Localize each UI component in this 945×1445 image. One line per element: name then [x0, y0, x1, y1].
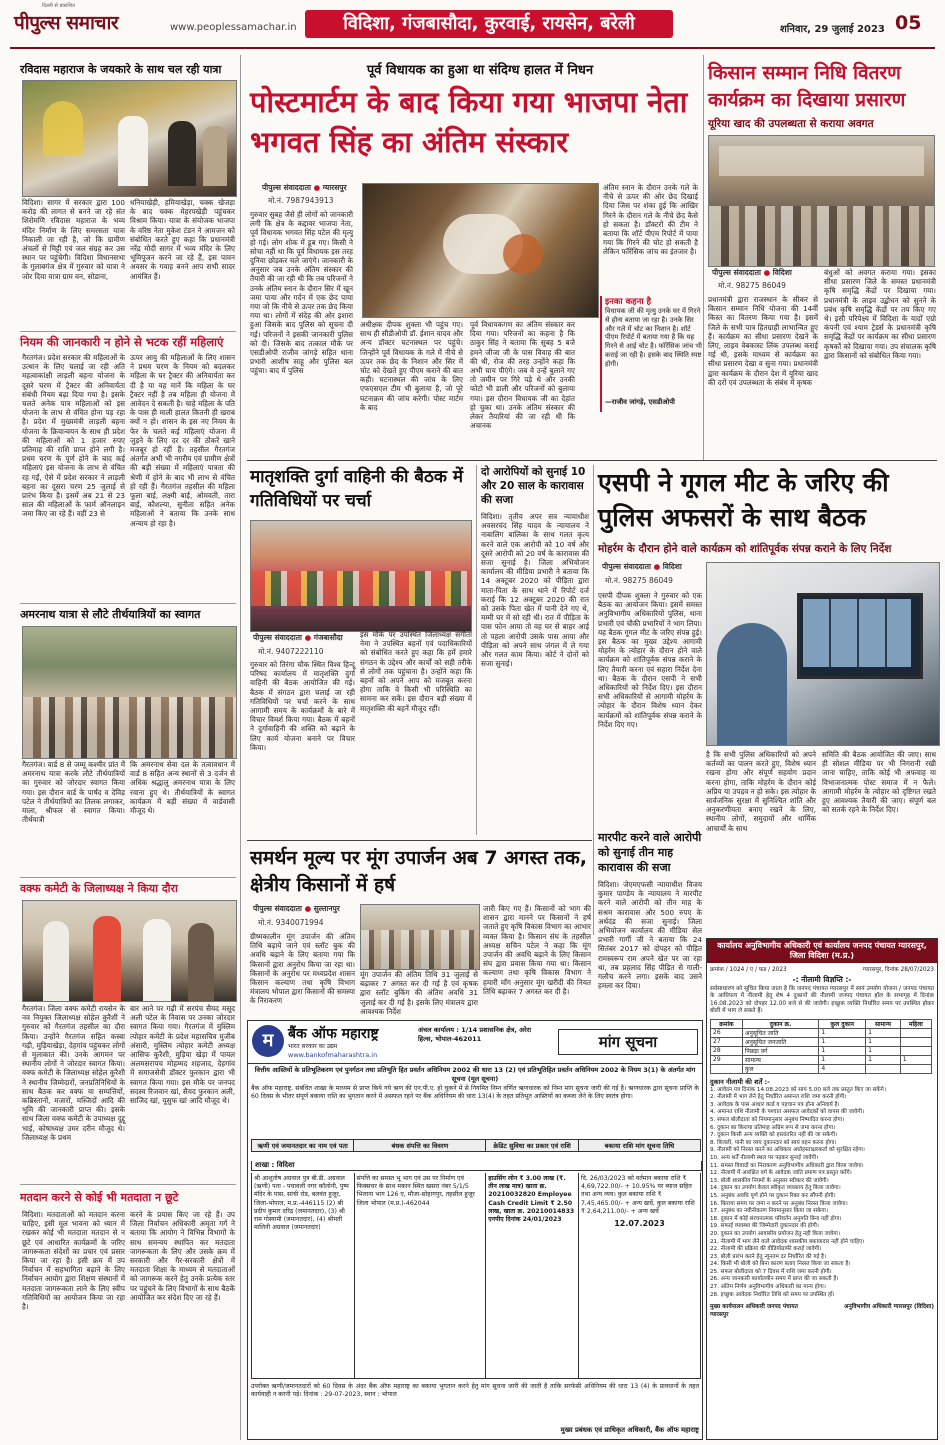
- table-cell: [900, 1064, 931, 1073]
- table-cell: 1: [866, 1028, 901, 1037]
- bank-borrowers: श्री आशुतोष अग्रवाल पुत्र बी.डी. अग्रवाल (ऋणी) पता - पचावली नगर कॉलोनी, पुष्प मंदिर के पास, सांची रोड, बलवंत हुजूर, जिला-भोपाल, म.प्र.-446115 (2) श्री प्रदीप कुमार दरिद्र (जमानतदार), (3) श्री राम गोस्वामी (जमानतदार), (4) श्रीमती मालिनी अग्रवाल (जमानतदार): [252, 1173, 355, 1378]
- list-item: 2. नीलामी में भाग लेने हेतु निर्धारित अमानत राशि जमा करनी होगी।: [710, 1094, 847, 1101]
- table-cell: 27: [711, 1037, 743, 1046]
- marpit-headline: मारपीट करने वाले आरोपी को सुनाई तीन माह कारावास की सजा: [598, 831, 702, 874]
- moong-byline: [253, 904, 340, 914]
- lead-byline-place: ग्यारसपुर: [322, 183, 347, 192]
- table-cell: अनुसूचित जनजाति: [742, 1037, 818, 1046]
- table-cell: 1: [819, 1046, 866, 1055]
- bank-col-borrower: ऋणी एवं जमानतदार का नाम एवं पता: [252, 1140, 354, 1151]
- table-cell: 26: [711, 1028, 743, 1037]
- kisan-phone: मो.नं. 98275 86049: [718, 281, 786, 290]
- bank-name: बैंक ऑफ महाराष्ट्र: [288, 1026, 379, 1042]
- sp-phone: मो.नं. 98275 86049: [605, 576, 673, 585]
- table-cell: [900, 1028, 931, 1037]
- table-row: [711, 1046, 932, 1055]
- bank-facility: हाउसिंग लोन ₹ 3.00 लाख (₹. तीन लाख मात्र) खाता क्र. 20210032820 Employee Cash Credit Limit ₹ 2.50 लाख, खाता क्र. 20210014833 एनपीए दिनांक 24/01/2023: [486, 1173, 579, 1378]
- list-item: 19. सफाई व्यवस्था की जिम्मेदारी दुकानदार की होगी।: [710, 1223, 819, 1230]
- durga-phone: मो.नं. 9407222110: [258, 647, 324, 656]
- table-cell: [900, 1037, 931, 1046]
- masthead: [0, 0, 945, 50]
- lead-headline: पोस्टमार्टम के बाद किया गया भाजपा नेता भगवत सिंह का अंतिम संस्कार: [250, 85, 688, 159]
- sp-headline: एसपी ने गूगल मीट के जरिए की पुलिस अफसरों के साथ बैठक: [598, 468, 889, 532]
- table-cell: [711, 1064, 743, 1073]
- list-item: 4. अमानत राशि नीलामी के पश्चात असफल आवेदकों को वापस की जावेगी।: [710, 1109, 865, 1116]
- table-cell: 1: [866, 1046, 901, 1055]
- bank-logo-icon: म: [252, 1025, 284, 1057]
- list-item: 27. अंतिम निर्णय अनुविभागीय अधिकारी का मान्य होगा।: [710, 1284, 826, 1291]
- table-cell: [866, 1064, 901, 1073]
- list-item: 28. इच्छुक आवेदक निर्धारित तिथि को समय पर उपस्थित हों।: [710, 1291, 835, 1298]
- amarnath-text-col2: कि अमरनाथ सेवा दल के तत्वावधान में वार्ड 8 सहित अन्य स्थानों से 3 दर्जन से अधिक श्रद्धालु अमरनाथ यात्रा के लिए रवाना हुए थे। तीर्थयात्रियों के स्वागत कार्यक्रम में बड़ी संख्या में वार्डवासी मौजूद थे।: [130, 760, 235, 816]
- ladli-text-col2: ऊपर आयु की महिलाओं के लिए शासन ने प्रथम चरण के नियम को बदलकर महिला के घर ट्रैक्टर की अनिवार्यता कर दी है या यह मानें कि महिला के घर ट्रैक्टर नहीं है तब महिला ही योजना में आवेदन दे सकती है। चाहे महिला के पति के पास ही माली हालत कितनी ही खराब क्यों न हो। शासन के इस नए नियम के फेर के चलते कई महिलाएं योजना में जुड़ने के लिए दर दर की ठोकरें खाने मजबूर हो रहीं हैं। तहसील गैरतगंज अंतर्गत अभी भी नगरीय एवं ग्रामीण क्षेत्रों की बड़ी संख्या में महिलाएं पात्रता की श्रेणी में होने के बाद भी लाभ से वंचित हो रही हैं। गैरतगंज तहसील की महिला फूला बाई, लक्ष्मी बाई, ओमवती, तारा बाई, कौशल्या, सुनीता सहित अनेक महिलाओं ने बताया कि उनके साथ अन्याय हो रहा है।: [130, 353, 235, 528]
- bank-website[interactable]: www.bankofmaharashtra.in: [288, 1051, 378, 1059]
- quote-text: विधायक जी की मृत्यु उनके घर में गिरने से होना बताया जा रहा है। उनके सिर और गले में चोट का निशान है। शॉर्ट पीएम रिपोर्ट में बताया गया है कि यह गिरने से आई चोट है। फॉरेंसिक जांच भी कराई जा रही है। इसके बाद स्थिति स्पष्ट होगी।: [605, 307, 702, 368]
- ravidas-yatra-photo: [22, 80, 237, 197]
- bank-amount: दि. 26/03/2023 को वर्तमान बकाया राशि ₹ 4,69,722.00/- + 10.95% पर ब्याज सहित तथा अन्य व्यय। कुल बकाया राशि ₹ 7,45,465.00/- + अन्य खर्चे, कुल बकाया राशि ₹ 2,64,211.00/- + अन्य खर्चे: [581, 1175, 695, 1215]
- masthead-tagline: दिल्ली से प्रकाशित: [42, 3, 75, 9]
- table-cell: 1: [819, 1055, 866, 1064]
- website-link[interactable]: www.peoplessamachar.in: [170, 22, 297, 33]
- kisan-headline: किसान सम्मान निधि वितरण कार्यक्रम का दिखाया प्रसारण: [708, 62, 906, 111]
- bank-demand-date: 12.07.2023: [614, 1219, 665, 1229]
- bank-signatory: मुख्य प्रबंधक एवं प्राधिकृत अधिकारी, बैंक ऑफ महाराष्ट्र: [560, 1426, 699, 1434]
- quote-attribution: —राजीव जांगड़े, एसडीओपी: [605, 398, 675, 406]
- notice-header: कार्यालय अनुविभागीय अधिकारी एवं कार्यालय जनपद पंचायत ग्यारसपुर, जिला विदिशा (म.प्र.): [707, 939, 937, 963]
- list-item: 10. अन्य शर्तें नीलामी स्थल पर पढ़कर सुनाई जावेंगी।: [710, 1154, 819, 1161]
- list-item: 17. अनुबंध का नवीनीकरण नियमानुसार किया जा सकेगा।: [710, 1208, 828, 1215]
- moong-text-col3: जारी किए गए हैं। किसानों को भाग की शासन द्वारा मानने पर किसानों ने हर्ष जताते हुए कृषि विकास विभाग का आभार व्यक्त किया है। किसान संघ के तहसील अध्यक्ष सचिन पटेल ने कहा कि मूंग उपार्जन की अवधि बढ़ाने के लिए किसान संघ द्वारा प्रयास किया गया था। किसान कल्याण तथा कृषि विकास विभाग ने हमारी माँग अनुसार मूंग खरीदी की नियत तिथि बढ़ाकर 7 अगस्त कर दी है।: [483, 904, 591, 996]
- shop-table-header: क्रमांक: [711, 1019, 743, 1028]
- issue-date: शनिवार, 29 जुलाई 2023: [780, 24, 885, 35]
- list-item: 7. दुकान किसी अन्य व्यक्ति को हस्तांतरित नहीं की जा सकेगी।: [710, 1132, 838, 1139]
- shop-table-header: महिला: [900, 1019, 931, 1028]
- list-item: 12. नीलामी में आरक्षित वर्ग के आवेदक जाति प्रमाण पत्र प्रस्तुत करेंगे।: [710, 1170, 852, 1177]
- list-item: 15. अनुबंध अवधि पूर्ण होने पर दुकान रिक्त कर सौंपनी होगी।: [710, 1192, 836, 1199]
- ravidas-text-col1: विदिशा। सागर में सरकार द्वारा 100 करोड़ की लागत से बनने जा रहे संत शिरोमणि रविदास महाराज के भव्य मंदिर निर्माण के लिए समरसता यात्रा निकाली जा रही है, जो कि ग्रामीण अंचलों से मिट्टी एवं जल संग्रह कर उस स्थान पर पहुंचेगी। विदिशा विधानसभा के गुलाबगंज क्षेत्र में गुरुवार को यात्रा ने जोर दिया यात्रा ग्राम वन, सोडाना,: [22, 198, 125, 281]
- kisan-subhead: यूरिया खाद की उपलब्धता से कराया अवगत: [708, 118, 874, 130]
- waqf-text-col1: गैरतगंज। जिला वक्फ कमेटी रायसेन के नव नियुक्त जिलाध्यक्ष सोहेल कुरैशी ने गुरुवार को गैरतगंज तहसील का दौरा किया। उन्होंने गैरतगंज सहित कस्बा गढ़ी, मुड़ियाखेड़ा, देहगांव पहुंचकर लोगों से मुलाकात की। उनके आगमन पर स्थानीय लोगों ने जोरदार स्वागत किया। वक्फ कमेटी के जिलाध्यक्ष सोहेल कुरैशी ने स्थानीय जिम्मेदारों, जनप्रतिनिधियों के साथ बैठक कर वक्फ या सम्पत्तियों, कब्रिस्तानों, मजारों, मस्जिदों आदि की भूमि की जानकारी प्राप्त की। इसके साथ जिला वक्फ कमेटी के उपाध्यक्ष दुद्दू भाई, कोषाध्यक्ष उमर दरीन मौजूद थे। जिलाध्यक्ष के प्रथम: [22, 1004, 125, 1142]
- sp-text-col1: एसपी दीपक शुक्ला ने गुरुवार को एक बैठक का आयोजन किया। इसमें समस्त अनुविभागीय अधिकारियों पुलिस, थाना प्रभारी एवं चौकी प्रभारियों ने भाग लिया। यह बैठक गूगल मीट के जरिए संपन्न हुई। इस बैठक का मुख्य उद्देश्य आगामी मोहर्रम के त्योहार के दौरान होने वाले कार्यक्रम को शांतिपूर्वक संपन्न कराने के लिए तैयारी करना एवं सहारा निर्देश देना था। बैठक के दौरान एसपी ने सभी अधिकारियों को निर्देश दिए। इस दौरान सभी अधिकारियों से आगामी मोहर्रम के त्योहार के दौरान विशेष ध्यान देकर कार्यक्रमों को शांतिपूर्वक संपन्न कराने के निर्देश दिए गए।: [598, 591, 702, 729]
- dot-icon: ●: [304, 904, 312, 913]
- bank-notice: [247, 1020, 703, 1440]
- kisan-byline-name: पीपुल्स संवाददाता: [712, 268, 761, 277]
- court-headline: दो आरोपियों को सुनाई 10 और 20 साल के कारावास की सजा: [481, 466, 586, 506]
- list-item: 23. बोली प्रारंभ करने हेतु न्यूनतम दर निर्धारित की गई है।: [710, 1253, 827, 1260]
- table-cell: 1: [819, 1028, 866, 1037]
- moong-headline: समर्थन मूल्य पर मूंग उपार्जन अब 7 अगस्त तक, क्षेत्रीय किसानों में हर्ष: [250, 847, 587, 896]
- shop-table: [710, 1019, 932, 1074]
- table-cell: 28: [711, 1046, 743, 1055]
- dot-icon: ●: [653, 562, 661, 571]
- list-item: 14. दुकान का उपयोग केवल स्वीकृत व्यवसाय हेतु किया जावेगा।: [710, 1185, 841, 1192]
- durga-byline-place: गंजबासौदा: [313, 633, 343, 642]
- table-cell: 1: [900, 1055, 931, 1064]
- quote-box: [600, 296, 705, 412]
- auction-notice: [706, 938, 938, 1440]
- lead-text-col4: अंतिम स्नान के दौरान उनके गले के नीचे से ऊपर की ओर छेद दिखाई दिया जिस पर शंका हुई कि आखिर गिरने के दौरान गले के नीचे छेद कैसे हो सकता है। डॉक्टरों की टीम ने बताया कि शॉर्ट पीएम रिपोर्ट में पाया गया कि गिरने की चोट हो सकती है लेकिन फॉरेंसिक जांच का इंतजार है।: [603, 183, 698, 257]
- voting-text-col1: विदिशा। मतदाताओं को मतदान करना चाहिए, इसी मूल भावना को ध्यान में रखकर कोई भी मतदाता मतदान से न छूटे एवं आधारित कार्यक्रमों के जरिए जागरूकता संदेशों का प्रचार एवं प्रसार किया जा रहा है। इसी क्रम में उप निर्वाचन में सहभागिता बढ़ाने के लिए निर्वाचन आयोग द्वारा शिक्षण संस्थानों में मतदाता जागरूकता लाने के लिए स्वीप गतिविधियों का आयोजन किया जा रहा है।: [22, 1210, 125, 1312]
- kisan-text-col1: प्रधानमंत्री द्वारा राजस्थान के सीकर से किसान सम्मान निधि योजना की 14वीं किस्त का वितरण किया गया है। इसमें जिले के सभी पात्र हितग्राही लाभान्वित हुए हैं। कार्यक्रम का सीधा प्रसारण देखने के लिए, लाइव वेबकास्ट लिंक उपलब्ध कराई गई थी, इसके माध्यम से कार्यक्रम का सीधा प्रसारण देखा व सुना गया। प्रधानमंत्री द्वारा कार्यक्रम के दौरान देश में यूरिया खाद की दरों एवं उपलब्धता के संबंध में कृषक: [708, 295, 818, 387]
- list-item: 8. बिजली, पानी का व्यय दुकानदार को स्वयं वहन करना होगा।: [710, 1139, 837, 1146]
- list-item: 20. दुकान का उपयोग आवासीय प्रयोजन हेतु नहीं किया जावेगा।: [710, 1230, 840, 1237]
- moong-byline-name: पीपुल्स संवाददाता: [253, 904, 302, 913]
- table-cell: [900, 1046, 931, 1055]
- shop-table-header: दुकान क्र.: [742, 1019, 818, 1028]
- voting-headline: मतदान करने से कोई भी मतदाता न छूटे: [20, 1191, 179, 1204]
- ravidas-headline: रविदास महाराज के जयकारे के साथ चल रही यात्रा: [20, 63, 222, 76]
- kisan-byline: [712, 268, 792, 278]
- lead-text-col1: गुरुवार सुबह जैसे ही लोगों को जानकारी लगी कि क्षेत्र के कद्दावर भाजपा नेता, पूर्व विधायक भगवत सिंह पटेल की मृत्यु हो गई। लोग शोक में डूब गए। किसी ने सोचा नहीं था कि पूर्व विधायक इस तरह दुनिया छोड़कर चले जाएंगे। जानकारी के अनुसार जब उनके अंतिम संस्कार की तैयारी की जा रही थी कि तब परिजनों ने उनके अंतिम स्नान के दौरान सिर में खून जमा पाया और गर्दन में एक छेद पाया गया जो कि नीचे से ऊपर तक छेद किया गया था। लोगों में संदेह की ओर इशारा हुआ जिसके बाद पुलिस को सूचना दी गई। परिजनों ने इसकी जानकारी पुलिस को दी। जिसके बाद तत्काल मौके पर एसडीओपी राजीव जांगड़े सहित थाना प्रभारी आशीष साहू और पुलिस बल पहुंचा। बाद में पुलिस: [250, 210, 353, 376]
- sp-subhead: मोहर्रम के दौरान होने वाले कार्यक्रम को शांतिपूर्वक संपन्न कराने के लिए निर्देश: [598, 543, 892, 555]
- marpit-text: विदिशा। जेएमएफसी न्यायाधीश विजय कुमार पाण्डेय के न्यायालय ने मारपीट करने वाले आरोपी को तीन माह के सश्रम कारावास और 500 रुपए के अर्थदंड की सजा सुनाई। जिला अभियोजन कार्यालय की मीडिया सेल प्रभारी गार्गी जी ने बताया कि 24 सितंबर 2017 को दोपहर को पीड़ित रामस्वरूप राम अपने खेत पर जा रहा था, तब प्रहलाद सिंह पीड़ित से गाली-गलौच करने लगा। इसके बाद उसने हमला कर दिया।: [598, 880, 702, 991]
- notice-date: ग्यारसपुर, दिनांक 28/07/2023: [862, 967, 934, 973]
- sp-byline: [602, 562, 682, 572]
- shop-table-header: सामान्य: [866, 1019, 901, 1028]
- lead-text-col3: पूर्व विधायकगण का अंतिम संस्कार कर दिया गया। परिजनों का कहना है कि ठाकुर सिंह ने बताया कि सुबह 5 बजे हमने जीजा जी के पास विवाह की बात की थी, रोज की तरह उन्होंने कहा कि अभी चाय पीएंगे। जब वे उन्हें बुलाने गए तो जमीन पर गिरे पड़े थे और उनकी फोटो भी डाली और परिजनों को बुलाया गया। इस दौरान विधायक जी का देहांत हो चुका था। उनके अंतिम संस्कार की लेकर तैयारियां की जा रही थी कि अचानक: [470, 320, 575, 431]
- list-item: 1. आवेदन पत्र दिनांक 14.08.2023 को सायं 5.00 बजे तक प्रस्तुत किए जा सकेंगे।: [710, 1086, 886, 1093]
- lead-byline-name: पीपुल्स संवाददाता: [262, 183, 311, 192]
- amarnath-headline: अमरनाथ यात्रा से लौटे तीर्थयात्रियों का स्वागत: [20, 608, 201, 621]
- bank-col-property: बंधक संपत्ति का विवरण: [354, 1140, 486, 1151]
- sp-byline-place: विदिशा: [662, 562, 682, 571]
- sp-byline-name: पीपुल्स संवाददाता: [602, 562, 651, 571]
- list-item: 16. किराया समय पर जमा न करने पर अनुबंध निरस्त किया जावेगा।: [710, 1200, 848, 1207]
- notice-sign-right: अनुविभागीय अधिकारी ग्यारसपुर (विदिशा): [844, 1304, 934, 1311]
- notice-body: सर्वसाधारण को सूचित किया जाता है कि जनपद पंचायत ग्यारसपुर में स्वयं उपयोग योजना / जनपद पंचायत के आधिपत्य में नीलामी हेतु शेष 4 दुकानों की नीलामी जनपद पंचायत हॉल के सभागृह में दिनांक 16.08.2023 को दोपहर 12.00 बजे से की जावेगी। इच्छुक व्यक्ति निर्धारित समय पर उपस्थित होकर बोली में भाग ले सकते हैं।: [710, 986, 934, 1015]
- dot-icon: ●: [313, 183, 321, 192]
- dot-icon: ●: [304, 633, 312, 642]
- table-cell: 29: [711, 1055, 743, 1064]
- list-item: 18. दुकान में कोई संरचनात्मक परिवर्तन अनुमति बिना नहीं होगा।: [710, 1215, 842, 1222]
- list-item: 5. सफल बोलीदाता को नियमानुसार अनुबंध निष्पादित करना होगा।: [710, 1117, 845, 1123]
- list-item: 25. सफल बोलीदाता को 7 दिवस में राशि जमा करनी होगी।: [710, 1268, 832, 1275]
- sp-text-col3: समिति की बैठक आयोजित की जाए। साथ ही सोशल मीडिया पर भी निगरानी रखी जाना चाहिए, ताकि कोई भी अफवाह या विभाजनात्मक पोस्ट समाज में न फैले। आगामी मोहर्रम के त्योहार को दृष्टिगत रखते हुए आवश्यक तैयारी की जाए। संपूर्ण बल को सतर्क रहने के निर्देश दिए।: [822, 750, 936, 815]
- list-item: 9. नीलामी को निरस्त करने का अधिकार अधोहस्ताक्षरकर्ता को सुरक्षित रहेगा।: [710, 1147, 865, 1154]
- table-row: [711, 1055, 932, 1064]
- notice-terms-title: दुकान नीलामी की शर्तें :-: [710, 1077, 770, 1086]
- table-cell: 1: [866, 1055, 901, 1064]
- amarnath-text-col1: गैरतगंज। वार्ड 8 से जम्मू कश्मीर प्रांत में अमरनाथ यात्रा करके लौटे तीर्थयात्रियों का गुरुवार को जोरदार स्वागत किया गया। इस दौरान वार्ड के पार्षद व देविड़ पटेल ने तीर्थयात्रियों का तिलक लगाकर, माला, श्रीफल से स्वागत किया। तीर्थयात्री: [22, 760, 125, 825]
- table-cell: कुल: [742, 1064, 818, 1073]
- durga-byline-name: पीपुल्स संवाददाता: [253, 633, 302, 642]
- bank-col-facility: क्रेडिट सुविधा का प्रकार एवं राशि: [486, 1140, 578, 1151]
- moong-byline-place: सुल्तानपुर: [313, 904, 340, 913]
- court-text: विदिशा। तृतीय अपर सत्र न्यायाधीश अवसरचंद सिंह यादव के न्यायालय ने नाबालिग बालिका के साथ गलत कृत्य करने वाले एक आरोपी को 10 वर्ष और दूसरे आरोपी को 20 वर्ष के कारावास की सजा सुनाई है। जिला अभियोजन कार्यालय की मीडिया प्रभारी ने बताया कि 14 अक्टूबर 2020 को पीड़िता द्वारा माता-पिता के साथ थाने में रिपोर्ट दर्ज कराई कि 12 अक्टूबर 2020 की रात को उसके पिता खेत में पानी देने गए थे, मम्मी घर में सो रही थी। रात में पीड़िता के पास फोन आया तो वह घर से बाहर आई तो पहला आरोपी उसके पास आया और पीड़िता को अपने साथ जंगल में ले गया और गलत काम किया। कोर्ट ने दोनों को सजा सुनाई।: [481, 512, 589, 669]
- list-item: 11. समस्त विवादों का निराकरण अनुविभागीय अधिकारी द्वारा किया जावेगा।: [710, 1162, 864, 1169]
- sp-text-col2: है कि सभी पुलिस अधिकारियों को अपने कर्तव्यों का पालन करते हुए, विशेष ध्यान रखना होगा और संपूर्ण सहयोग प्रदान करना होगा, ताकि मोहर्रम के दौरान कोई अप्रिय या उपद्रव न हो सके। इस त्योहार के सार्वजनिक सुरक्षा में सुनिश्चित शांति और अनुकरणीयता बनाए रखने के लिए, स्थानीय लोगों, समुदायों और धार्मिक आचार्यों के साथ: [706, 750, 816, 833]
- list-item: 24. किसी भी बोली को बिना कारण बताए निरस्त किया जा सकता है।: [710, 1261, 851, 1268]
- table-cell: पिछड़ा वर्ग: [742, 1046, 818, 1055]
- moong-text-col2: मूंग उपार्जन की अंतिम तिथि 31 जुलाई से बढ़ाकर 7 अगस्त कर दी गई है एवं कृषक द्वारा स्लॉट बुकिंग की अंतिम अवधि 31 जुलाई कर दी गई है। इसके लिए मंत्रालय द्वारा आवश्यक निर्देश: [360, 970, 478, 1016]
- kisan-byline-place: विदिशा: [772, 268, 792, 277]
- city-list: विदिशा, गंजबासौदा, कुरवाई, रायसेन, बरेली: [343, 13, 635, 34]
- table-row: [711, 1037, 932, 1046]
- ladli-headline: नियम की जानकारी न होने से भटक रहीं महिलाएं: [20, 335, 224, 349]
- moong-farmers-photo: [360, 904, 480, 970]
- durga-text-col1: गुरुवार को तिरंगा चौक स्थित विश्व हिन्दू परिषद कार्यालय में मातृशक्ति दुर्गा वाहिनी की बैठक आयोजित की गई। बैठक में संगठन द्वारा चलाई जा रही गतिविधियों पर चर्चा करने के साथ आगामी समय के कार्यक्रमों के बारे में विचार विमर्श किया गया। बैठक में बहनों ने दुर्गावाहिनी की शक्ति को बढ़ाने के लिए कार्य योजना बनाने पर विचार किया।: [250, 660, 355, 752]
- bank-footer: उपरोक्त ऋणी/जमानतदारों को 60 दिवस के अंदर बैंक ऑफ महाराष्ट्र का बकाया भुगतान करने हेतु मांग सूचना जारी की जाती है ताकि सरफेसी अधिनियम की धारा 13 (4) के प्रावधानों के तहत कार्यवाही न करनी पड़े। दिनांक : 29-07-2023, स्थान : भोपाल: [251, 1383, 699, 1398]
- funeral-photo: [362, 183, 599, 318]
- bank-col-amount: बकाया राशि मांग सूचना तिथि: [604, 1142, 675, 1150]
- waqf-welcome-photo: [22, 900, 237, 1002]
- moong-phone: मो.नं. 9340071994: [258, 918, 324, 927]
- table-cell: 1: [866, 1037, 901, 1046]
- table-cell: 1: [819, 1037, 866, 1046]
- durga-headline: मातृशक्ति दुर्गा वाहिनी की बैठक में गतिविधियों पर चर्चा: [250, 467, 464, 511]
- table-row: [711, 1064, 932, 1073]
- kisan-broadcast-photo: [708, 135, 935, 267]
- notice-subtitle: -: नीलामी विज्ञप्ति :-: [792, 975, 852, 984]
- lead-phone: मो.नं. 7987943913: [268, 196, 334, 205]
- lead-kicker: पूर्व विधायक का हुआ था संदिग्ध हालत में निधन: [366, 63, 594, 78]
- list-item: 13. बोली शासकीय नियमों के अनुसार स्वीकार की जावेगी।: [710, 1177, 829, 1184]
- shop-table-header: कुल दुकान: [819, 1019, 866, 1028]
- column-divider: [240, 55, 241, 1440]
- list-item: 3. आवेदक के पास आधार कार्ड व पहचान पत्र होना अनिवार्य है।: [710, 1101, 840, 1108]
- bank-branch-row: शाखा : विदिशा: [251, 1161, 702, 1171]
- brand-logo[interactable]: पीपुल्स समाचार: [14, 12, 119, 34]
- notice-sign-left: मुख्य कार्यपालन अधिकारी जनपद पंचायत ग्यारसपुर: [710, 1304, 798, 1319]
- table-cell: सामान्य: [742, 1055, 818, 1064]
- notice-terms-list: [707, 1087, 937, 1300]
- list-item: 6. दुकान का किराया प्रतिमाह अग्रिम रूप से जमा करना होगा।: [710, 1124, 836, 1131]
- list-item: 26. अन्य जानकारी कार्यालयीन समय में प्राप्त की जा सकती है।: [710, 1276, 839, 1283]
- notice-ref: क्रमांक / 1024 / ए / फड / 2023: [710, 967, 787, 973]
- bank-body: बैंक ऑफ महाराष्ट्र, संबंधित शाखा के माध्यम से प्राप्त किये गये ऋण की एन.पी.ए. हो चुकने में से नियमित निम्न वर्णित ऋणधारक को निम्न मांग सूचना जारी की गई है। ऋणधारक द्वारा सूचना प्राप्ति के 60 दिवस के भीतर संपूर्ण बकाया राशि का भुगतान करने में असफल रहने पर बैंक अधिनियम की धारा 13(4) के तहत प्रतिभूत आस्तियों का कब्जा लेने के लिए स्वतंत्र होगा।: [251, 1085, 699, 1100]
- durga-meeting-photo: [250, 520, 472, 632]
- list-item: 21. नीलामी में भाग लेने वाले आवेदक शासकीय बकायादार नहीं होने चाहिए।: [710, 1238, 865, 1245]
- table-cell: अनुसूचित जाति: [742, 1028, 818, 1037]
- masthead-rule: [10, 47, 935, 49]
- bank-notice-title: मांग सूचना: [558, 1029, 698, 1055]
- ladli-text-col1: गैरतगंज। प्रदेश सरकार की महिलाओं के उत्थान के लिए चलाई जा रही अति महत्वाकांक्षी लाड़ली बहना योजना के दूसरे चरण में ट्रैक्टर की अनिवार्यता संबंधी नियम बढ़ा दिया गया है। इसके चलते अनेक पात्र महिलाओं को इस योजना के लाभ से वंचित होना पड़ रहा है। प्रदेश में मुख्यमंत्री लाड़ली बहना योजना के क्रियान्वयन के साथ ही प्रदेश की महिलाओं को 1 हजार रुपए प्रतिमाह की राशि प्राप्त होने लगी है। प्रथम चरण के पूर्ण होने के बाद कई महिलाएं इस योजना के लाभ से वंचित रह गईं, ऐसे में प्रदेश सरकार ने लाड़ली बहना का दूसरा चरण 25 जुलाई से प्रारंभ किया है। इसमें अब 21 से 23 साल की महिलाओं के फार्म ऑनलाइन जमा किए जा रहे हैं। वहीं 23 से: [22, 353, 125, 519]
- durga-byline: [253, 633, 343, 643]
- ravidas-text-col2: धनियाखेड़ी, हमियाखेड़ा, चक्क खेजड़ा के बाद चक्क मेहरपखेड़ी पहुंचकर विश्राम किया। यात्रा के संयोजक भाजपा के वरिष्ठ नेता मुकेश टंडन ने आमजन को संबोधित करते हुए कहा कि प्रधानमंत्री नरेंद्र मोदी सागर में भव्य मंदिर के लिए भूमिपूजन करने जा रहे हैं, इस पावन अवसर के गवाह बनने आप सभी सादर आमंत्रित हैं।: [130, 198, 235, 281]
- waqf-text-col2: बार आने पर गढ़ी में सरपंच सैयद मसूद अली पटेल के निवास पर उनका जोरदार स्वागत किया गया। गैरतगंज में मुस्लिम त्योहार कमेटी के प्रदेश महासचिव मुजीब अंसारी, मुस्लिम त्योहार कमेटी अध्यक्ष आसिफ कुरैशी, मुड़िया खेड़ा में पायल अलमसरापच मोहम्मद शहजाद, देहगांव में समाजसेवी डॉक्टर फुरकान द्वारा भी स्वागत किया गया। इस मौके पर जनपद सदस्य रिजवान खां, सैयद फुरकान अली, साजिद खां, यूसुफ खां आदि मौजूद थे।: [130, 1004, 235, 1106]
- amarnath-pilgrims-photo: [22, 626, 237, 759]
- bank-tagline: भारत सरकार का उद्यम: [288, 1043, 338, 1050]
- moong-text-col1: ग्रीष्मकालीन मूंग उपार्जन की अंतिम तिथि बढ़ाये जाने एवं स्लॉट बुक की अवधि बढ़ाने के लिए बताया गया कि किसानों द्वारा अनुरोध किया जा रहा था। किसानों के अनुरोध पर मध्यप्रदेश शासन किसान कल्याण तथा कृषि विभाग मंत्रालय भोपाल द्वारा किसानों की समस्या के निराकरण: [250, 932, 355, 1006]
- list-item: 22. नीलामी की प्रक्रिया की वीडियोग्राफी कराई जावेगी।: [710, 1246, 822, 1253]
- google-meet-photo: [706, 562, 940, 746]
- lead-text-col2: अधीक्षक दीपक शुक्ला भी पहुंच गए। साथ ही सीडीओपी डॉ. ईशान यादव और अन्य डॉक्टर घटनास्थल पर पहुंचे। जिन्होंने पूर्व विधायक के गले में नीचे से ऊपर तक छेद के निशान और सिर में चोट को देखते हुए पीएम कराने की बात कही। घटनास्थल की जांच के लिए एफएसएल टीम भी बुलाया है, जो पूरे घटनाक्रम की जांच करेगी। पोस्ट मार्टम के बाद: [360, 320, 463, 412]
- bank-branch-address: अंचल कार्यालय : 1/14 प्रशासनिक क्षेत्र, अरेरा हिल्स, भोपाल-462011: [418, 1026, 532, 1043]
- table-row: [711, 1028, 932, 1037]
- kisan-text-col2: बंधुओं को अवगत कराया गया। इसका सीधा प्रसारण जिले के समस्त प्रधानमंत्री कृषि समृद्धि केंद्रों पर दिखाया गया। प्रधानमंत्री के लाइव उद्बोधन को सुनने के प्रबंध कृषि समृद्धि केंद्रों पर तय किए गए थे। इसी परिपेक्ष्य में विदिशा के यादों एग्रो कंपनी एवं श्याम ट्रेडर्स के प्रधानमंत्री कृषि समृद्धि केंद्रों पर कार्यक्रम का सीधा प्रसारण कृषकों को दिखाया गया। उप संचालक कृषि द्वारा किसानों को संबोधित किया गया।: [824, 268, 936, 360]
- dot-icon: ●: [763, 268, 771, 277]
- voting-text-col2: करने के प्रयास किए जा रहे हैं। उप जिला निर्वाचन अधिकारी अमृता गर्ग ने बताया कि आयोग ने विभिन्न विभागों के साथ समन्वय स्थापित कर मतदाता जागरूकता के लिए और उसके क्रम में सरकारी और गैर-सरकारी क्षेत्रों में मतदाता शिक्षा के माध्यम से मतदाताओं को जागरूक करने हेतु उनके प्रत्येक स्तर पर पहुंचने के लिए विभागों के साथ बैठकें आयोजित कर संदेश दिए जा रहे हैं।: [130, 1210, 236, 1302]
- bank-property: संपत्ति का समस्त भू भाग एवं उस पर निर्माण एवं फिक्सचर के साथ मकान स्थित खसरा नंबर 5/1/5 भिलाना भाग 126 ए, मौजा-सोहागपुर, तहसील हुजूर जिला भोपाल (म.प्र.)-462044: [355, 1173, 487, 1378]
- waqf-headline: वक्फ कमेटी के जिलाध्यक्ष ने किया दौरा: [20, 882, 178, 895]
- bank-intro: वित्तीय आस्तियों के प्रतिभूतिकरण एवं पुनर्गठन तथा प्रतिभूति हित प्रवर्तन अधिनियम 2002 की धारा 13 (2) एवं प्रतिभूतिहित प्रवर्तन अधिनियम 2002 के नियम 3(1) के अंतर्गत मांग सूचना (मूल सूचना): [254, 1066, 696, 1083]
- quote-heading: इनका कहना है: [605, 297, 652, 307]
- table-cell: 4: [819, 1064, 866, 1073]
- page-number: 05: [895, 12, 922, 34]
- durga-text-col2: इस मौके पर उपस्थित जिलाध्यक्ष संगीता नेमा ने उपस्थित बहनों एवं पदाधिकारियों को संबोधित करते हुए कहा कि हमें हमारे संगठन के उद्देश्य और कार्यों को सही तरीके से लोगों तक पहुंचाना है। उन्होंने कहा कि बहनों को अपने आप को मजबूत करना होगा ताकि वे किसी भी परिस्थिति का सामना कर सकें। इस दौरान बड़ी संख्या में मातृशक्ति की बहनें मौजूद रहीं।: [360, 630, 472, 713]
